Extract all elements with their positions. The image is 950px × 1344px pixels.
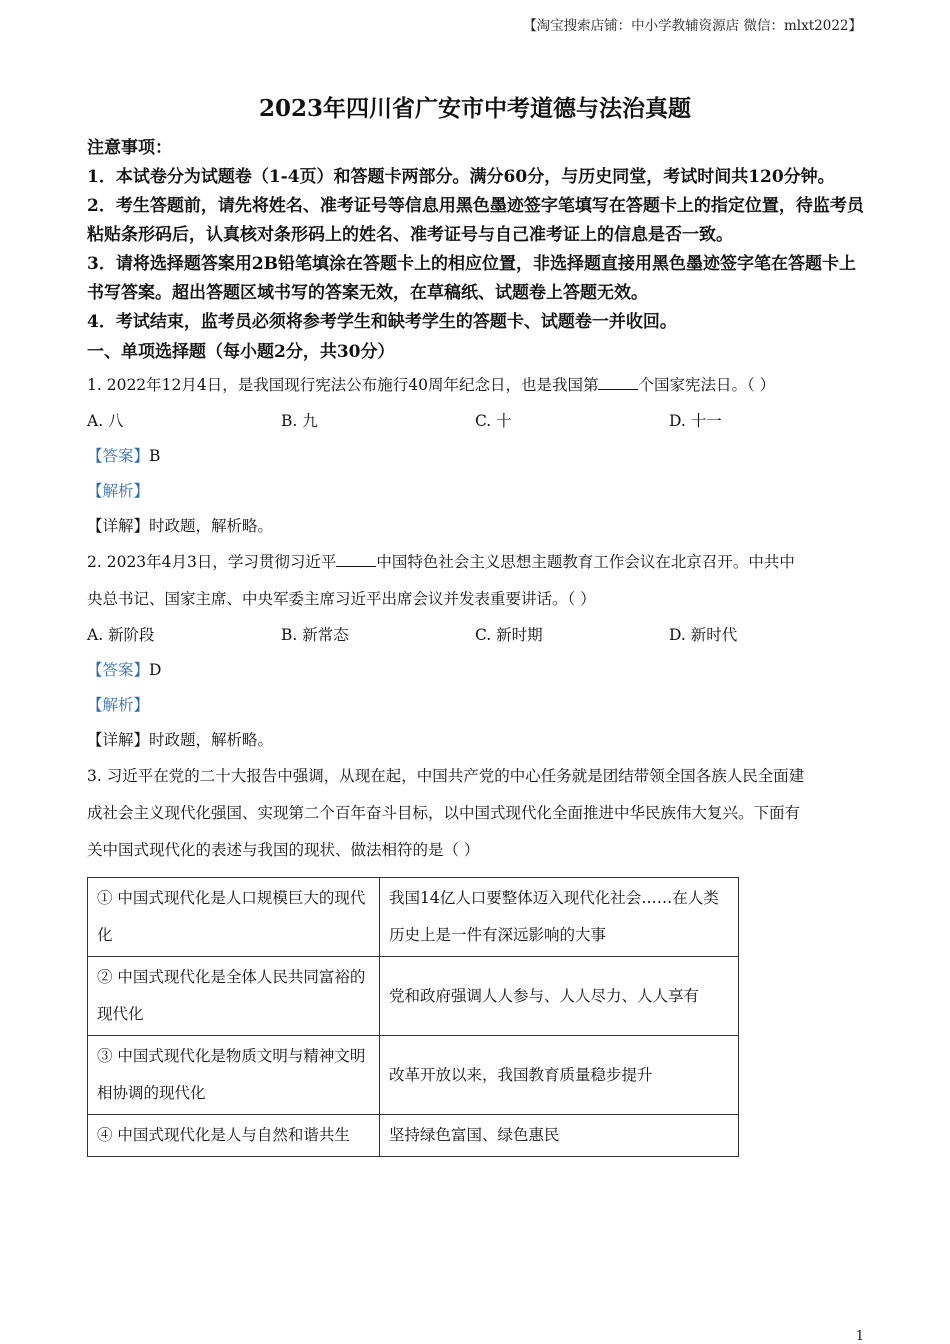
option-a: A. 八 bbox=[87, 412, 124, 430]
fill-blank bbox=[336, 552, 376, 567]
table-cell: 党和政府强调人人参与、人人尽力、人人享有 bbox=[380, 957, 739, 1036]
options-row bbox=[87, 618, 867, 653]
page-title: 2023年四川省广安市中考道德与法治真题 bbox=[258, 95, 691, 122]
table-row bbox=[88, 878, 739, 957]
notice-item: 4．考试结束，监考员必须将参考学生和缺考学生的答题卡、试题卷一并收回。 bbox=[87, 312, 677, 332]
question-stem-cont: 央总书记、国家主席、中央军委主席习近平出席会议并发表重要讲话。（ ） bbox=[87, 590, 596, 608]
table-cell: 我国14亿人口要整体迈入现代化社会……在人类历史上是一件有深远影响的大事 bbox=[380, 878, 739, 957]
notice-item: 1．本试卷分为试题卷（1-4页）和答题卡两部分。满分60分，与历史同堂，考试时间共120分钟。 bbox=[87, 167, 835, 187]
comparison-table bbox=[87, 877, 739, 1157]
detail-text: 时政题，解析略。 bbox=[149, 731, 274, 749]
stem-part: 个国家宪法日。（ ） bbox=[638, 376, 776, 394]
table-row bbox=[88, 1036, 739, 1115]
question-stem-cont: 成社会主义现代化强国、实现第二个百年奋斗目标，以中国式现代化全面推进中华民族伟大复兴。下面有 bbox=[87, 804, 801, 822]
table-cell: ④ 中国式现代化是人与自然和谐共生 bbox=[88, 1115, 380, 1157]
answer-line bbox=[87, 439, 867, 474]
stem-part: 中国特色社会主义思想主题教育工作会议在北京召开。中共中 bbox=[376, 553, 795, 571]
table-cell: ② 中国式现代化是全体人民共同富裕的现代化 bbox=[88, 957, 380, 1036]
option-c: C. 新时期 bbox=[475, 626, 543, 644]
answer-line bbox=[87, 653, 867, 688]
notice-item: 2．考生答题前，请先将姓名、准考证号等信息用黑色墨迹签字笔填写在答题卡上的指定位置，待监考员粘贴条形码后，认真核对条形码上的姓名、准考证号与自己准考证上的信息是否一致。 bbox=[87, 196, 864, 245]
question-stem-cont: 关中国式现代化的表述与我国的现状、做法相符的是（ ） bbox=[87, 841, 480, 859]
detail-line bbox=[87, 509, 867, 544]
question-stem bbox=[87, 367, 867, 404]
option-d: D. 十一 bbox=[669, 412, 722, 430]
answer-value: D bbox=[149, 661, 162, 679]
table-cell: 坚持绿色富国、绿色惠民 bbox=[380, 1115, 739, 1157]
fill-blank bbox=[598, 375, 638, 390]
option-b: B. 新常态 bbox=[281, 626, 349, 644]
header-note: 【淘宝搜索店铺：中小学教辅资源店 微信：mlxt2022】 bbox=[523, 18, 862, 34]
table-row bbox=[88, 1115, 739, 1157]
table-row bbox=[88, 957, 739, 1036]
notice-heading: 注意事项： bbox=[87, 138, 172, 158]
stem-part: 1. 2022年12月4日，是我国现行宪法公布施行40周年纪念日，也是我国第 bbox=[87, 376, 599, 394]
question-3 bbox=[87, 758, 867, 1157]
stem-part: 2. 2023年4月3日，学习贯彻习近平 bbox=[87, 553, 337, 571]
notice-section bbox=[87, 134, 867, 337]
question-stem bbox=[87, 544, 867, 581]
question-stem: 3. 习近平在党的二十大报告中强调，从现在起，中国共产党的中心任务就是团结带领全国各族人民全面建 bbox=[87, 767, 805, 785]
analysis-line bbox=[87, 474, 867, 509]
analysis-line bbox=[87, 688, 867, 723]
answer-value: B bbox=[149, 447, 161, 465]
page-number: 1 bbox=[855, 1329, 864, 1344]
options-row bbox=[87, 404, 867, 439]
notice-item: 3．请将选择题答案用2B铅笔填涂在答题卡上的相应位置，非选择题直接用黑色墨迹签字笔在答题卡上书写答案。超出答题区域书写的答案无效，在草稿纸、试题卷上答题无效。 bbox=[87, 254, 857, 303]
option-d: D. 新时代 bbox=[669, 626, 738, 644]
detail-label: 【详解】 bbox=[87, 517, 150, 535]
section-title: 一、单项选择题（每小题2分，共30分） bbox=[87, 342, 395, 362]
detail-label: 【详解】 bbox=[87, 731, 150, 749]
analysis-label: 【解析】 bbox=[87, 696, 150, 714]
document-body bbox=[87, 134, 867, 1157]
detail-line bbox=[87, 723, 867, 758]
table-cell: 改革开放以来，我国教育质量稳步提升 bbox=[380, 1036, 739, 1115]
question-2 bbox=[87, 544, 867, 758]
table-cell: ③ 中国式现代化是物质文明与精神文明相协调的现代化 bbox=[88, 1036, 380, 1115]
answer-label: 【答案】 bbox=[87, 661, 150, 679]
question-1 bbox=[87, 367, 867, 544]
analysis-label: 【解析】 bbox=[87, 482, 150, 500]
table-cell: ① 中国式现代化是人口规模巨大的现代化 bbox=[88, 878, 380, 957]
option-b: B. 九 bbox=[281, 412, 318, 430]
answer-label: 【答案】 bbox=[87, 447, 150, 465]
detail-text: 时政题，解析略。 bbox=[149, 517, 274, 535]
option-c: C. 十 bbox=[475, 412, 512, 430]
option-a: A. 新阶段 bbox=[87, 626, 155, 644]
